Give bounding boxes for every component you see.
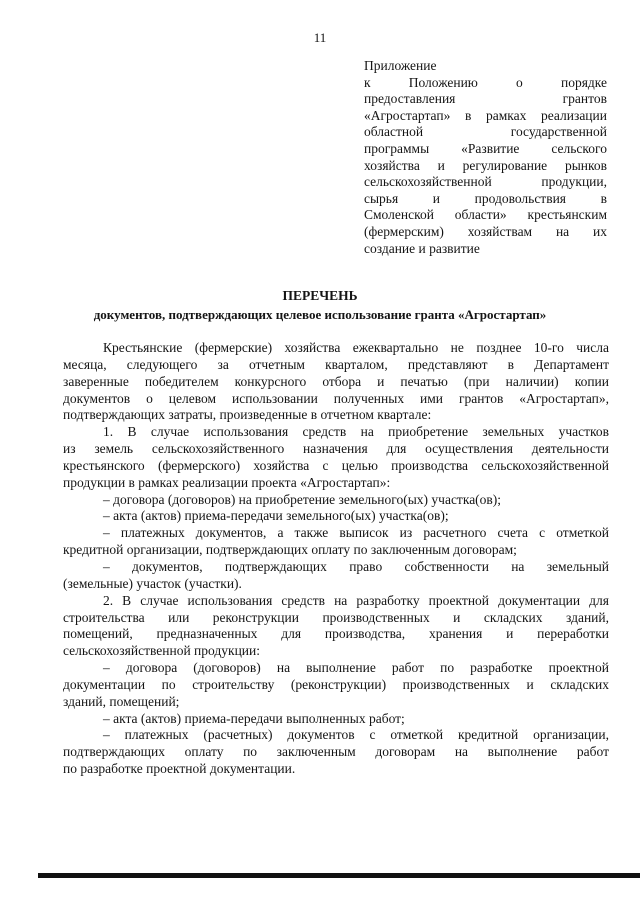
body-line: (земельные) участок (участки). [63, 575, 242, 591]
body-line: продукции в рамках реализации проекта «Агростартап»: [63, 474, 391, 490]
body-line: – договора (договоров) на приобретение земельного(ых) участка(ов); [103, 491, 502, 507]
body-line: по разработке проектной документации. [63, 761, 296, 777]
appendix-line: создание и развитие [364, 240, 480, 256]
body-line: месяца, следующего за отчетным кварталом, представляют в Департамент [63, 356, 609, 372]
appendix-line: сельскохозяйственной продукции, [364, 174, 607, 190]
bottom-scan-edge [38, 873, 640, 878]
body-line: заверенные победителем конкурсного отбора и печатью (при наличии) копии [63, 373, 609, 389]
body-line: документов о целевом использовании полученных ими грантов «Агростартап», [63, 390, 609, 406]
body-line: подтверждающих затраты, произведенные в отчетном квартале: [63, 407, 432, 423]
appendix-line: сырья и продовольствия в [364, 190, 607, 206]
appendix-line: Смоленской области» крестьянским [364, 207, 607, 223]
body-line: крестьянского (фермерского) хозяйства с целью производства сельскохозяйственной [63, 457, 609, 473]
appendix-line: Приложение [364, 58, 437, 73]
body-line: зданий, помещений; [63, 693, 180, 709]
body-line: – платежных документов, а также выписок из расчетного счета с отметкой [103, 525, 609, 541]
appendix-note [364, 58, 607, 257]
body-line: помещений, предназначенных для производства, хранения и переработки [63, 626, 609, 642]
body-line: – акта (актов) приема-передачи выполненных работ; [103, 710, 405, 726]
body-line: 2. В случае использования средств на разработку проектной документации для [103, 592, 609, 608]
body-line: документации по строительству (реконструкции) производственных и складских [63, 676, 609, 692]
appendix-line: (фермерским) хозяйствам на их [364, 223, 607, 239]
appendix-line: к Положению о порядке [364, 74, 607, 90]
body-line: – акта (актов) приема-передачи земельного(ых) участка(ов); [103, 508, 449, 524]
appendix-line: предоставления грантов [364, 91, 607, 107]
body-line: Крестьянские (фермерские) хозяйства ежеквартально не позднее 10-го числа [103, 340, 609, 355]
appendix-line: хозяйства и регулирование рынков [364, 157, 607, 173]
body-line: 1. В случае использования средств на приобретение земельных участков [103, 424, 609, 440]
body-line: – документов, подтверждающих право собственности на земельный [103, 558, 609, 574]
appendix-line: областной государственной [364, 124, 607, 140]
body-line: – договора (договоров) на выполнение работ по разработке проектной [103, 660, 609, 676]
body-line: кредитной организации, подтверждающих оплату по заключенным договорам; [63, 542, 517, 558]
appendix-line: программы «Развитие сельского [364, 140, 607, 156]
body-line: строительства или реконструкции производственных и складских зданий, [63, 609, 609, 625]
appendix-line: «Агростартап» в рамках реализации [364, 107, 607, 123]
document-title: ПЕРЕЧЕНЬ [282, 288, 358, 303]
body-line: сельскохозяйственной продукции: [63, 643, 260, 659]
document-subtitle: документов, подтверждающих целевое использование гранта «Агростартап» [93, 307, 547, 322]
body-line: – платежных (расчетных) документов с отметкой кредитной организации, [103, 727, 609, 743]
document-body [63, 340, 609, 778]
body-line: из земель сельскохозяйственного назначения для осуществления деятельности [63, 441, 609, 457]
page-number: 11 [313, 30, 327, 45]
body-line: подтверждающих оплату по заключенным договорам на выполнение работ [63, 744, 609, 760]
